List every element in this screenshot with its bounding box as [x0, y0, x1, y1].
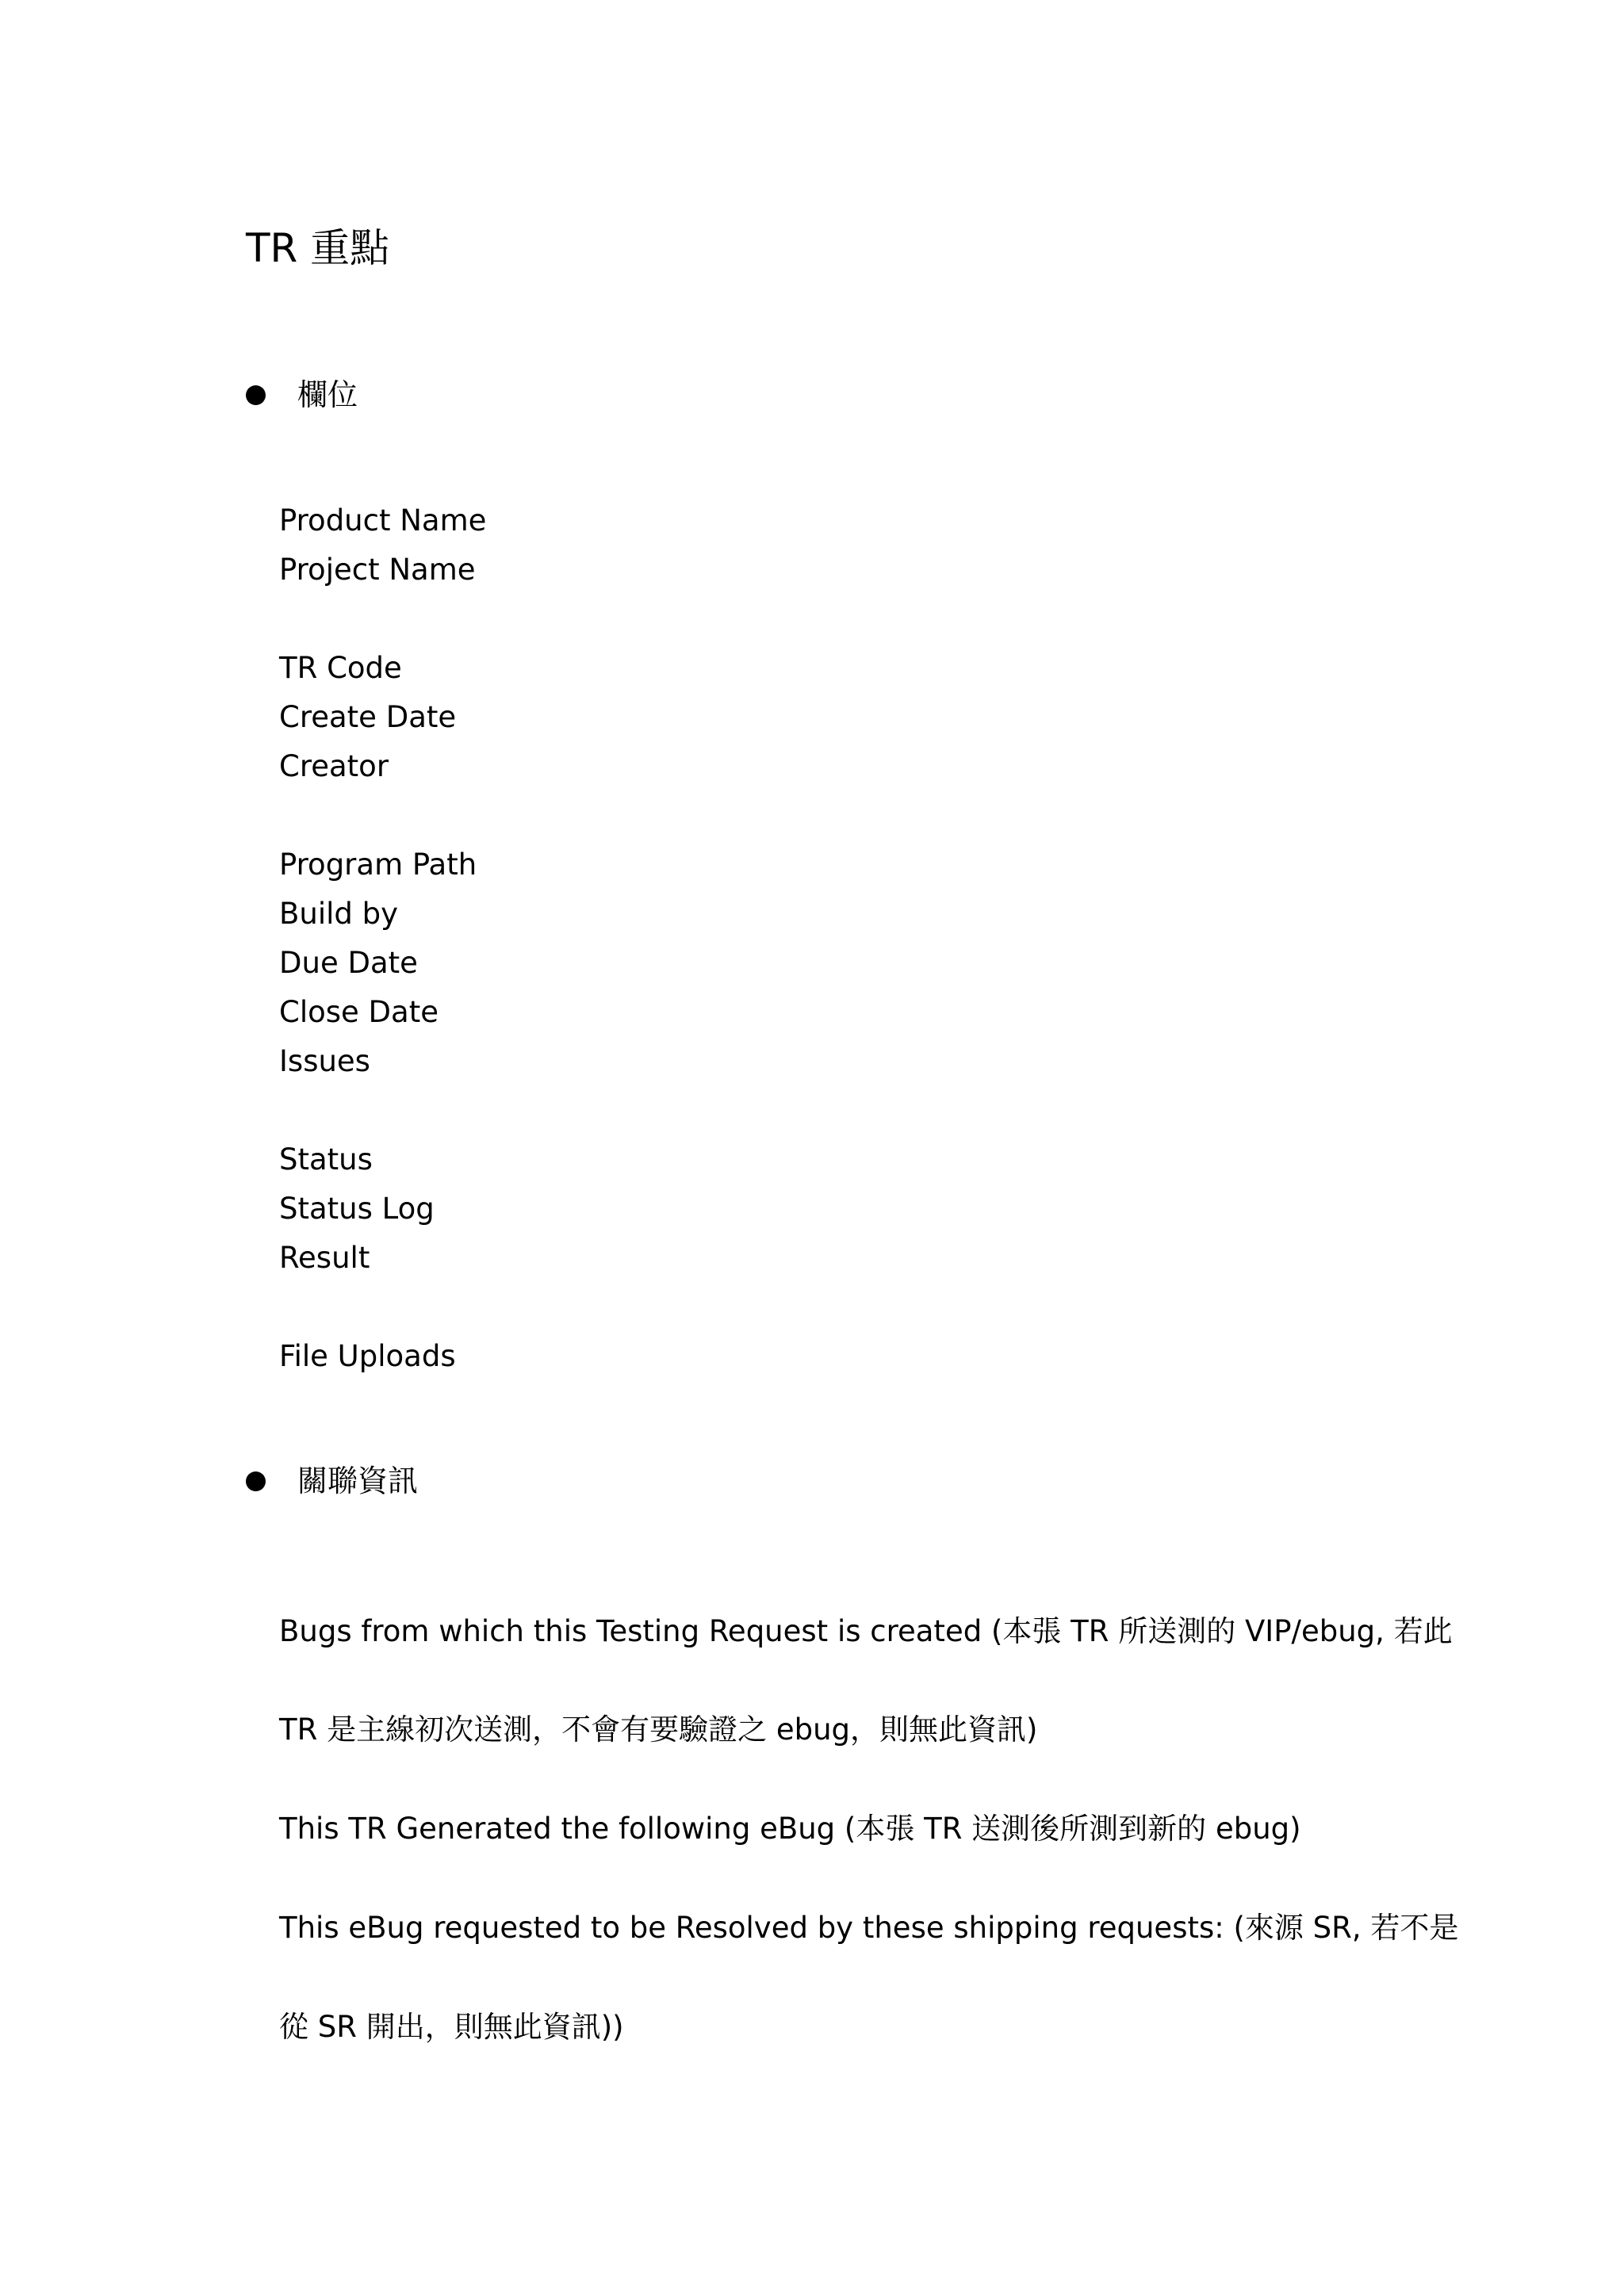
- field-item-creator: Creator: [279, 749, 389, 783]
- field-item-create-date: Create Date: [279, 700, 457, 734]
- field-item-status: Status: [279, 1142, 373, 1177]
- bullet-icon: [246, 1471, 266, 1491]
- field-item-tr-code: TR Code: [279, 651, 402, 685]
- field-item-build-by: Build by: [279, 897, 399, 931]
- related-info-line: This eBug requested to be Resolved by these shipping requests: (來源 SR, 若不是: [279, 1911, 1459, 1945]
- field-item-issues: Issues: [279, 1044, 370, 1078]
- related-info-line: Bugs from which this Testing Request is created (本張 TR 所送測的 VIP/ebug, 若此: [279, 1614, 1453, 1648]
- field-list: [279, 496, 486, 1381]
- field-item-close-date: Close Date: [279, 995, 439, 1029]
- field-item-result: Result: [279, 1241, 370, 1275]
- section-heading-label: 關聯資訊: [297, 1464, 419, 1498]
- field-item-project-name: Project Name: [279, 553, 476, 587]
- related-info-line: 從 SR 開出，則無此資訊)): [279, 2010, 624, 2044]
- field-item-due-date: Due Date: [279, 946, 418, 980]
- page-title: TR 重點: [246, 225, 390, 271]
- field-item-program-path: Program Path: [279, 848, 477, 882]
- bullet-icon: [246, 385, 266, 405]
- section-heading-label: 欄位: [297, 377, 358, 412]
- field-item-status-log: Status Log: [279, 1192, 435, 1226]
- related-info-line: TR 是主線初次送測，不會有要驗證之 ebug，則無此資訊): [279, 1712, 1038, 1747]
- section-heading-related-info: [246, 1459, 418, 1503]
- field-item-product-name: Product Name: [279, 503, 487, 538]
- section-heading-fields: [246, 373, 358, 417]
- related-info-line: This TR Generated the following eBug (本張 TR 送測後所測到新的 ebug): [279, 1812, 1301, 1846]
- field-item-file-uploads: File Uploads: [279, 1339, 456, 1373]
